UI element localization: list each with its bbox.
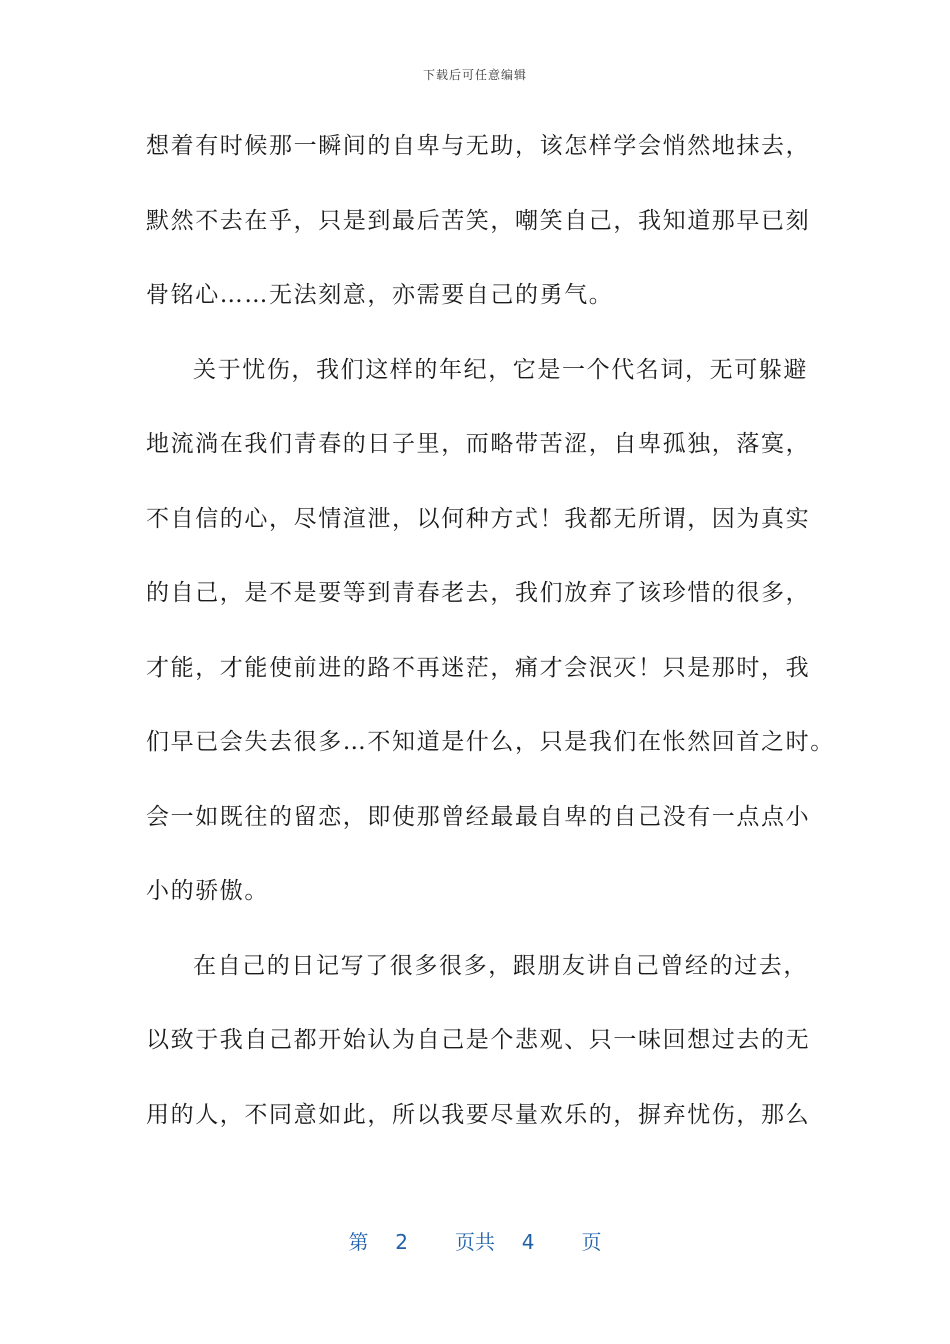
text-line: 才能，才能使前进的路不再迷茫，痛才会泯灭！只是那时，我 bbox=[146, 654, 811, 681]
paragraph-start-line: 在自己的日记写了很多很多，跟朋友讲自己曾经的过去， bbox=[193, 952, 808, 979]
text-line: 想着有时候那一瞬间的自卑与无助，该怎样学会悄然地抹去， bbox=[146, 133, 811, 159]
page-header-note: 下载后可任意编辑 bbox=[422, 68, 527, 82]
total-pages-number: 4 bbox=[521, 1230, 535, 1254]
text-line: 的自己，是不是要等到青春老去，我们放弃了该珍惜的很多， bbox=[146, 580, 811, 606]
text-line: 们早已会失去很多…不知道是什么，只是我们在怅然回首之时。 bbox=[146, 729, 835, 755]
page-mid-label: 页共 bbox=[455, 1230, 495, 1254]
page-suffix: 页 bbox=[581, 1230, 602, 1254]
text-line: 会一如既往的留恋，即使那曾经最最自卑的自己没有一点点小 bbox=[146, 803, 811, 830]
text-line: 用的人，不同意如此，所以我要尽量欢乐的，摒弃忧伤，那么 bbox=[146, 1101, 811, 1128]
current-page-number: 2 bbox=[395, 1230, 408, 1254]
text-line: 默然不去在乎，只是到最后苦笑，嘲笑自己，我知道那早已刻 bbox=[146, 207, 811, 234]
text-line: 地流淌在我们青春的日子里，而略带苦涩，自卑孤独，落寞， bbox=[146, 431, 811, 457]
text-line: 骨铭心……无法刻意，亦需要自己的勇气。 bbox=[146, 282, 614, 308]
page-prefix: 第 bbox=[348, 1230, 369, 1254]
text-line: 小的骄傲。 bbox=[146, 878, 269, 904]
text-line: 不自信的心，尽情渲泄，以何种方式！我都无所谓，因为真实 bbox=[146, 505, 811, 532]
document-body bbox=[146, 124, 835, 1167]
text-line: 以致于我自己都开始认为自己是个悲观、只一味回想过去的无 bbox=[146, 1027, 811, 1053]
page-number-footer bbox=[0, 1226, 950, 1255]
paragraph-start-line: 关于忧伤，我们这样的年纪，它是一个代名词，无可躲避 bbox=[193, 356, 808, 383]
